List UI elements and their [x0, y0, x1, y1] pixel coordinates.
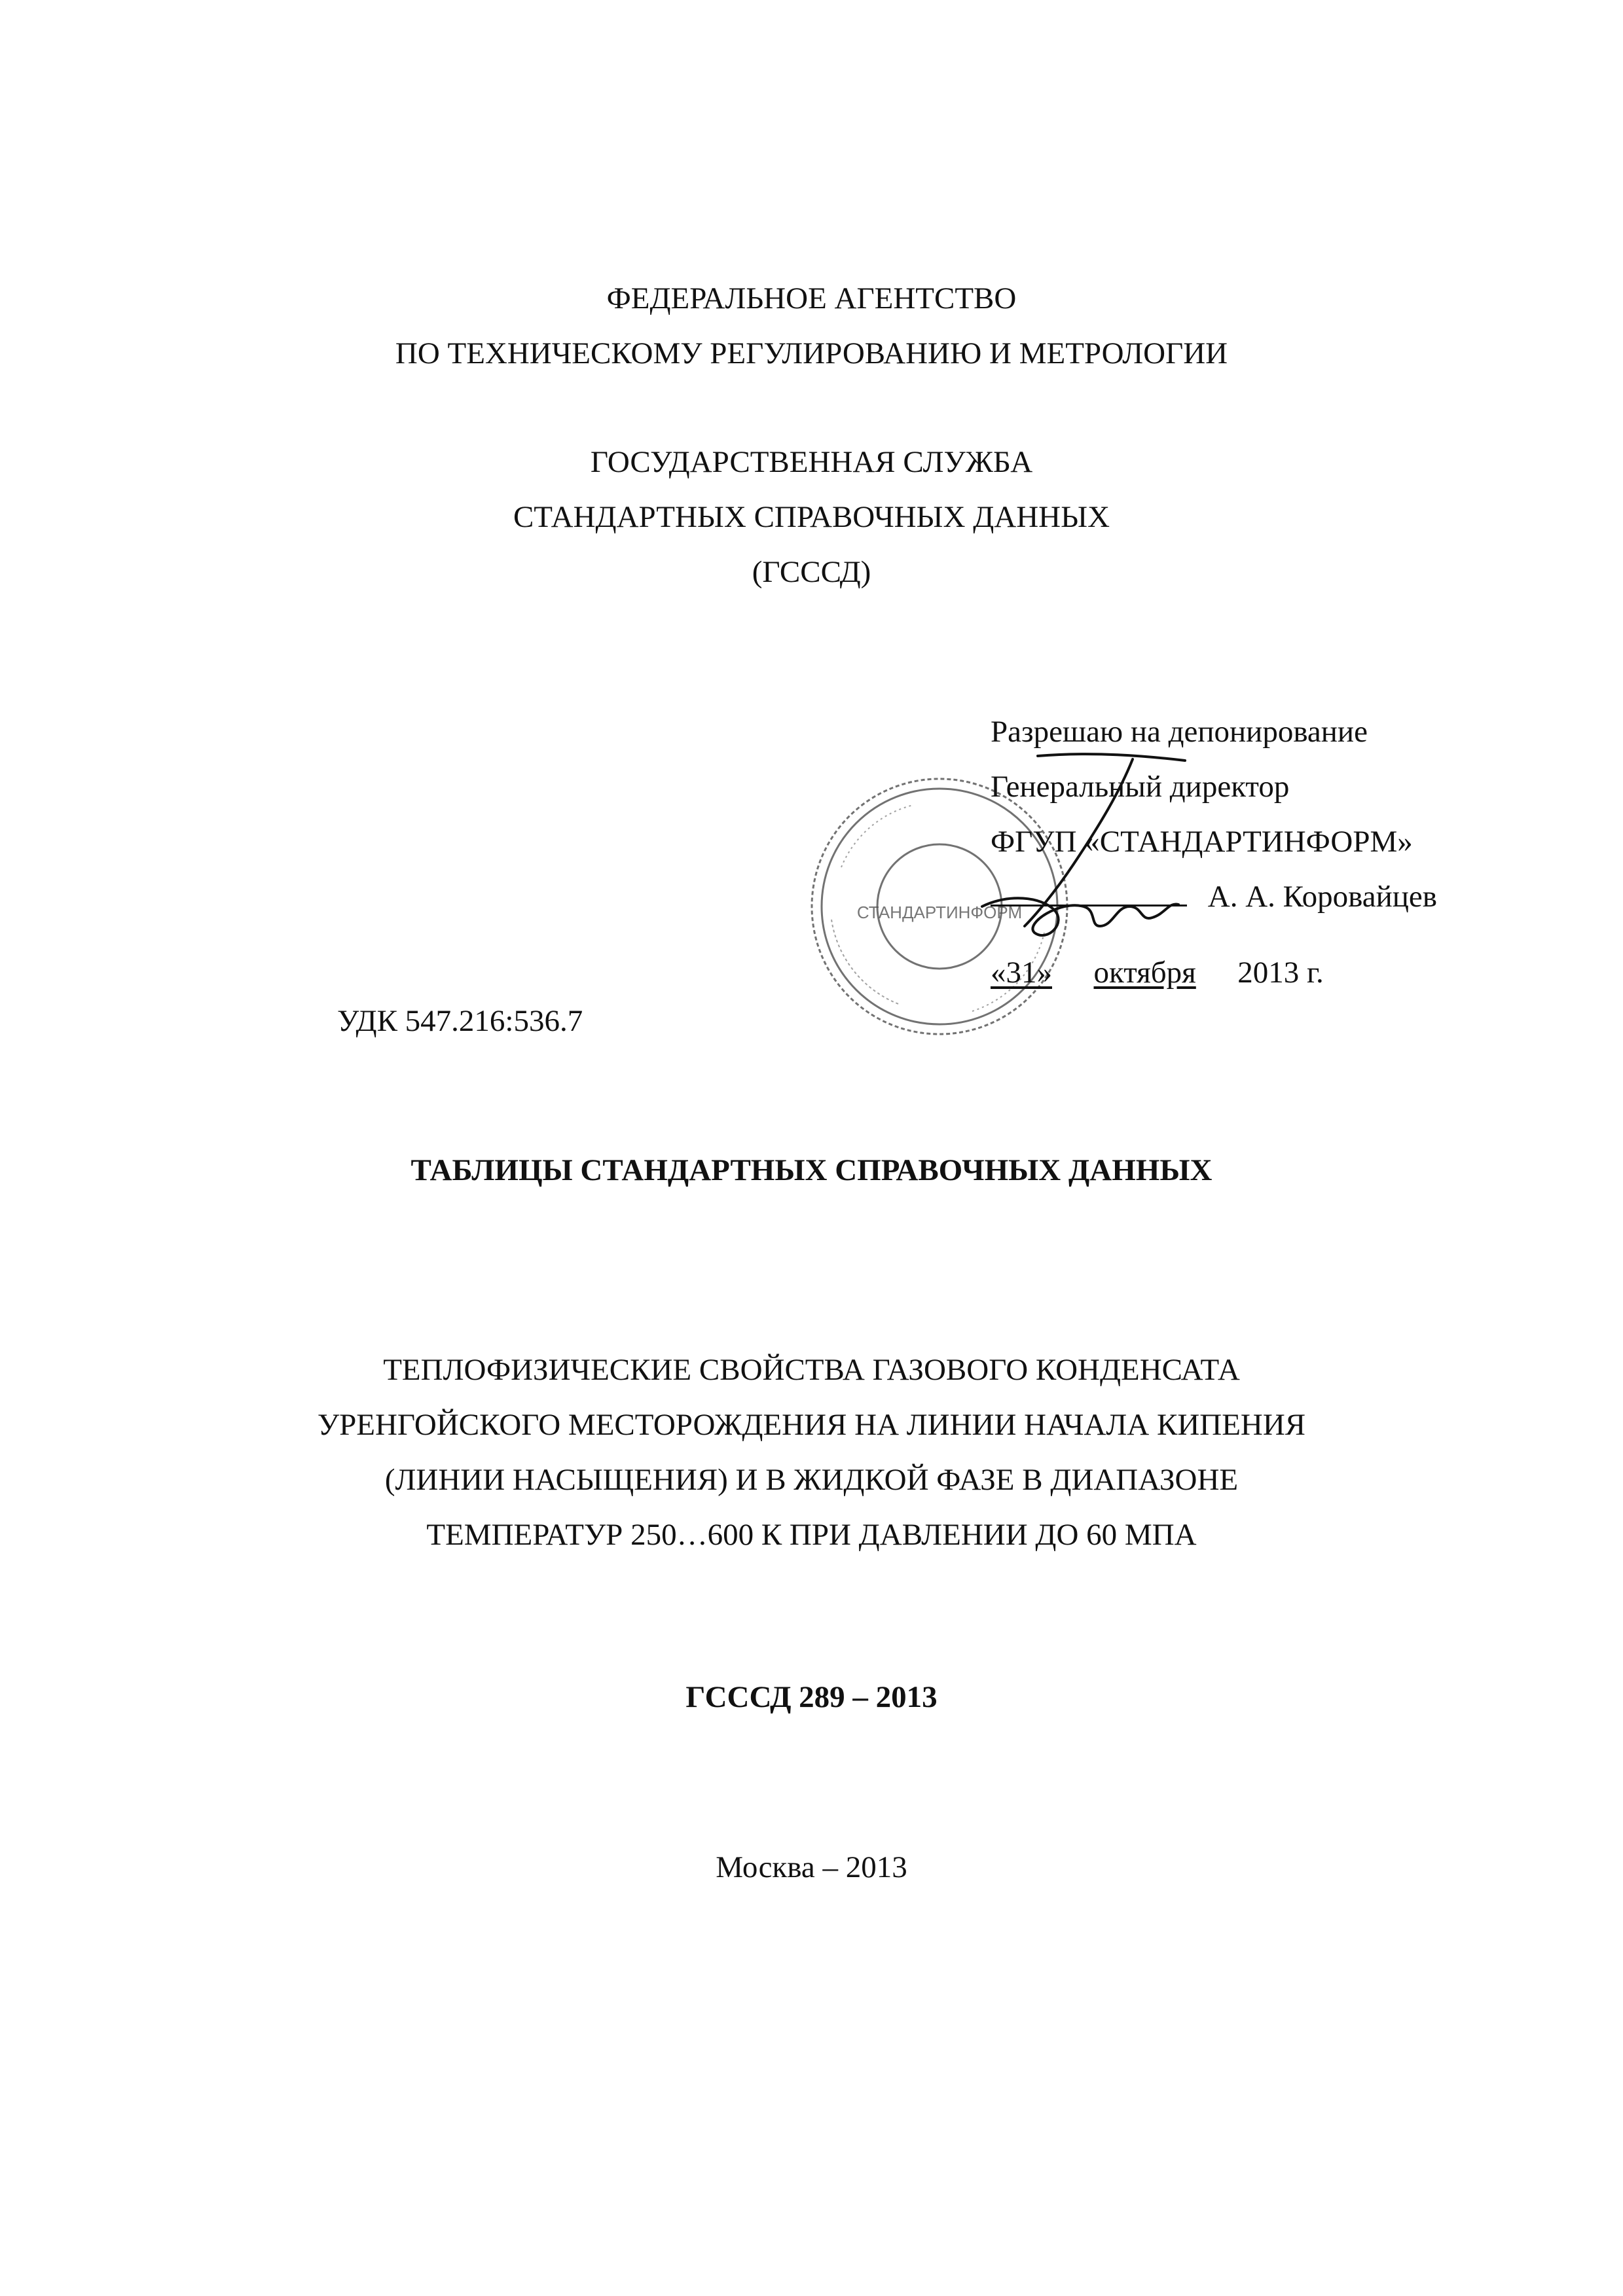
handwritten-signature — [969, 746, 1296, 962]
date-day: «31» — [991, 956, 1052, 990]
date-month: октября — [1093, 956, 1196, 990]
service-line-3: (ГСССД) — [752, 555, 871, 589]
document-type: ТАБЛИЦЫ СТАНДАРТНЫХ СПРАВОЧНЫХ ДАННЫХ — [410, 1153, 1213, 1187]
approval-line-3: ФГУП «СТАНДАРТИНФОРМ» — [991, 825, 1413, 859]
title-line-3: (ЛИНИИ НАСЫЩЕНИЯ) И В ЖИДКОЙ ФАЗЕ В ДИАПАЗОНЕ — [384, 1463, 1239, 1497]
stamp-label: СТАНДАРТИНФОРМ — [856, 903, 1023, 922]
place-and-year: Москва – 2013 — [716, 1850, 907, 1884]
service-line-2: СТАНДАРТНЫХ СПРАВОЧНЫХ ДАННЫХ — [513, 500, 1110, 534]
signatory-name: А. А. Коровайцев — [1207, 880, 1437, 914]
udk-code: УДК 547.216:536.7 — [337, 1004, 583, 1038]
agency-line-2: ПО ТЕХНИЧЕСКОМУ РЕГУЛИРОВАНИЮ И МЕТРОЛОГИИ — [395, 336, 1228, 370]
approval-line-2: Генеральный директор — [991, 770, 1290, 804]
agency-line-1: ФЕДЕРАЛЬНОЕ АГЕНТСТВО — [606, 281, 1017, 315]
service-line-1: ГОСУДАРСТВЕННАЯ СЛУЖБА — [590, 445, 1033, 479]
title-line-1: ТЕПЛОФИЗИЧЕСКИЕ СВОЙСТВА ГАЗОВОГО КОНДЕНСАТА — [383, 1353, 1240, 1387]
title-line-4: ТЕМПЕРАТУР 250…600 К ПРИ ДАВЛЕНИИ ДО 60 МПА — [426, 1518, 1197, 1552]
document-designation: ГСССД 289 – 2013 — [685, 1680, 938, 1714]
title-line-2: УРЕНГОЙСКОГО МЕСТОРОЖДЕНИЯ НА ЛИНИИ НАЧАЛА КИПЕНИЯ — [317, 1408, 1306, 1442]
date-year: 2013 г. — [1237, 956, 1324, 990]
approval-line-1: Разрешаю на депонирование — [991, 715, 1368, 749]
